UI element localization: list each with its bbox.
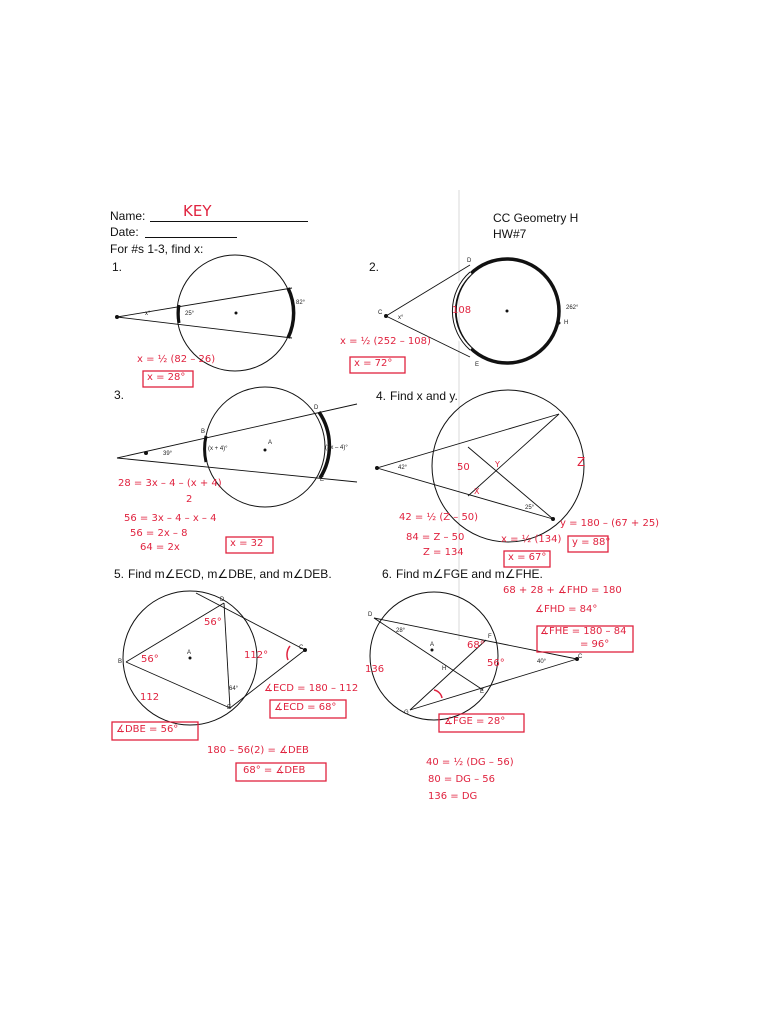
homework-label: HW#7 [493,227,527,241]
p3-angle-label: 39° [163,451,173,457]
p4-work-line-5: y = 180 – (67 + 25) [560,518,660,529]
problem-4-number: 4. [376,389,387,403]
problem-2-number: 2. [369,260,380,274]
p6-work-line-3: 40 = ½ (DG – 56) [426,757,514,768]
p1-angle-label: x° [145,311,151,317]
name-value: KEY [183,202,212,220]
p6-label-a: A [430,642,435,648]
p4-answer-x: x = 67° [508,552,547,563]
p2-arc-small-note: 108 [452,305,472,316]
p3-work-line-2: 56 = 3x – 4 – x – 4 [124,513,217,524]
p6-arc-56: 56° [487,658,505,669]
p6-work-line-4: 80 = DG – 56 [428,774,495,785]
p6-answer-fhe: ∡FHE = 180 – 84 [540,626,627,637]
p3-work-line-4: 64 = 2x [140,542,180,553]
p4-work-line-2: 84 = Z – 50 [406,532,465,543]
p6-label-f: F [488,634,492,640]
p5-label-e: E [227,705,232,711]
p4-mark-y: Y [495,460,500,469]
date-label: Date: [110,225,139,239]
p2-angle-label: x° [398,315,404,321]
p6-angle-c-label: 40° [537,659,547,665]
p5-arc-56-top: 56° [204,617,222,628]
p6-label-c: C [578,654,583,660]
p3-label-a: A [268,440,273,446]
p6-answer-fhe-value: = 96° [580,639,610,650]
p3-arc-small-label: (x + 4)° [208,446,228,452]
p5-arc-112: 112 [140,692,160,703]
p4-answer-y: y = 88° [572,537,611,548]
p5-angle-112-note: 112° [244,650,269,661]
date-underline [145,237,237,238]
p4-work-line-1: 42 = ½ (Z – 50) [399,512,479,523]
p6-arc-68: 68° [467,640,485,651]
problem-1-number: 1. [112,260,123,274]
p6-work-line-5: 136 = DG [428,791,478,802]
p2-label-h: H [564,320,569,326]
p5-work-line-1: ∡ECD = 180 – 112 [264,683,359,694]
p5-angle-64-label: 64° [229,686,239,692]
p2-label-d: D [467,258,472,264]
p5-answer-deb: 68° = ∡DEB [243,765,306,776]
p6-label-e: E [480,689,485,695]
instruction-text: For #s 1-3, find x: [110,242,204,256]
p2-answer: x = 72° [354,358,393,369]
problem-5-title: Find m∠ECD, m∠DBE, and m∠DEB. [128,567,332,581]
p2-work-line-1: x = ½ (252 – 108) [340,336,431,347]
p5-answer-ecd: ∡ECD = 68° [274,702,337,713]
problem-6-title: Find m∠FGE and m∠FHE. [396,567,543,581]
problem-3-number: 3. [114,388,125,402]
p5-work-line-2: 180 – 56(2) = ∡DEB [207,745,309,756]
course-name: CC Geometry H [493,211,579,225]
p6-work-line-1: 68 + 28 + ∡FHD = 180 [503,585,622,596]
p3-label-d: D [314,405,319,411]
p4-mark-x: X [474,487,480,496]
p3-label-e: E [320,477,325,483]
problem-5-number: 5. [114,567,125,581]
p6-label-h: H [442,666,447,672]
figure-2 [384,259,561,363]
p6-work-line-2: ∡FHD = 84° [535,604,598,615]
p5-label-b: B [118,659,123,665]
p1-arc-large-label: 82° [296,300,306,306]
p6-arc-136: 136 [365,664,385,675]
p5-label-c: C [299,645,304,651]
p2-arc-label: 262° [566,305,579,311]
p3-answer: x = 32 [230,538,264,549]
p2-label-e: E [475,362,480,368]
p3-label-b: B [201,429,206,435]
p4-arc-z-note: Z [577,455,586,469]
p1-work-line-1: x = ½ (82 – 26) [137,354,216,365]
p3-arc-large-label: (3x – 4)° [325,445,348,451]
p2-label-c: C [378,310,383,316]
p5-label-d: D [220,597,225,603]
name-underline [150,221,308,222]
p4-work-line-4: x = ½ (134) [501,534,562,545]
p5-arc-56-left: 56° [141,654,159,665]
p3-work-line-3: 56 = 2x – 8 [130,528,188,539]
p4-work-line-3: Z = 134 [423,547,464,558]
problem-6-number: 6. [382,567,393,581]
p4-arc-50-note: 50 [457,462,470,473]
p1-answer: x = 28° [147,372,186,383]
problem-4-title: Find x and y. [390,389,458,403]
p5-label-a: A [187,650,192,656]
p5-answer-dbe: ∡DBE = 56° [116,724,179,735]
p1-arc-small-label: 25° [185,311,195,317]
p4-angle-c-label: 42° [398,465,408,471]
figure-3 [117,387,357,507]
p6-answer-fge: ∡FGE = 28° [444,716,506,727]
p6-label-g: G [404,710,409,716]
p3-work-line-1: 28 = 3x – 4 – (x + 4) [118,478,222,489]
p3-work-denominator: 2 [186,494,193,505]
p6-label-d: D [368,612,373,618]
p6-angle-d-label: 28° [396,628,406,634]
p4-angle-b-label: 25° [525,505,535,511]
name-label: Name: [110,209,146,223]
